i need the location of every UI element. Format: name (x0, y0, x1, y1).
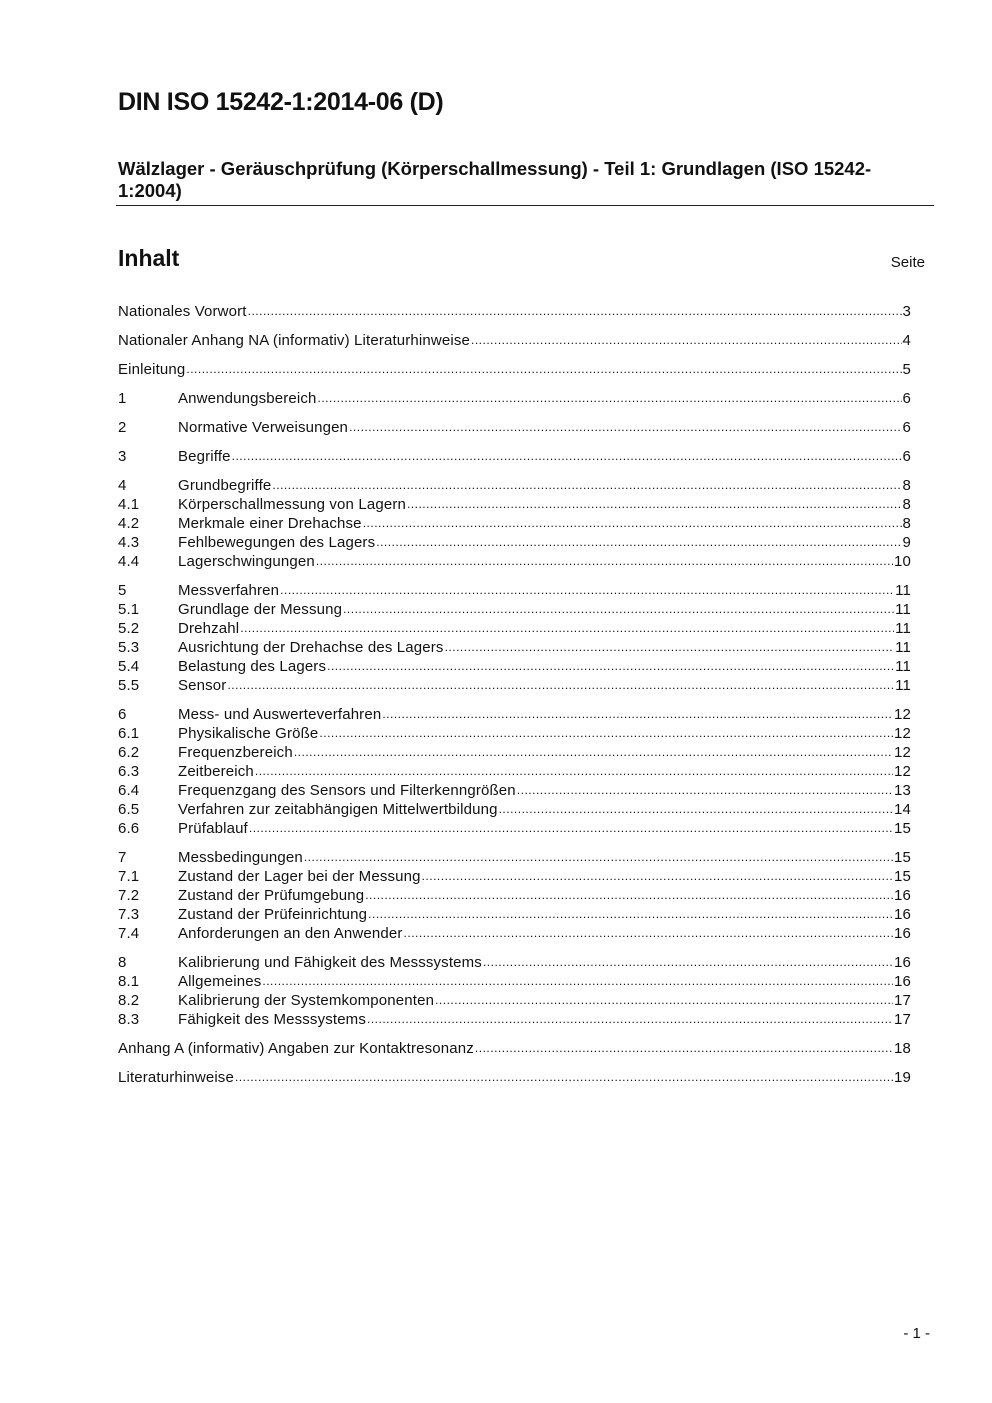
toc-entry-title: Nationaler Anhang NA (informativ) Literaturhinweise (118, 332, 470, 349)
toc-entry-page: 8 (902, 515, 911, 532)
page-column-label: Seite (890, 254, 925, 271)
toc-entry-title: Normative Verweisungen (178, 419, 349, 436)
toc-entry-title: Merkmale einer Drehachse (178, 515, 362, 532)
toc-dot-leader (255, 762, 893, 781)
toc-entry-number: 5 (118, 582, 127, 599)
toc-entry-title: Zustand der Lager bei der Messung (178, 868, 421, 885)
toc-dot-leader (272, 476, 901, 495)
toc-entry[interactable] (118, 360, 911, 379)
toc-dot-leader (304, 848, 893, 867)
toc-entry-number: 8 (118, 954, 127, 971)
toc-entry-title: Zustand der Prüfumgebung (178, 887, 365, 904)
toc-dot-leader (499, 800, 893, 819)
toc-entry-page: 12 (894, 744, 911, 761)
toc-entry-number: 6 (118, 706, 127, 723)
toc-dot-leader (404, 924, 893, 943)
toc-entry-number: 6.6 (118, 820, 140, 837)
toc-entry-number: 5.5 (118, 677, 140, 694)
toc-dot-leader (483, 953, 893, 972)
toc-entry-number: 7.3 (118, 906, 140, 923)
toc-entry-title: Anforderungen an den Anwender (178, 925, 403, 942)
toc-dot-leader (368, 905, 893, 924)
toc-entry-title: Frequenzgang des Sensors und Filterkenngrößen (178, 782, 516, 799)
toc-entry[interactable] (118, 600, 911, 619)
toc-entry-number: 1 (118, 390, 127, 407)
toc-dot-leader (517, 781, 893, 800)
toc-entry[interactable] (118, 1010, 911, 1029)
toc-entry[interactable] (118, 762, 911, 781)
toc-entry[interactable] (118, 581, 911, 600)
toc-entry-page: 13 (894, 782, 911, 799)
toc-dot-leader (376, 533, 901, 552)
toc-entry-page: 16 (894, 906, 911, 923)
toc-dot-leader (317, 389, 901, 408)
toc-entry[interactable] (118, 657, 911, 676)
toc-entry-title: Kalibrierung der Systemkomponenten (178, 992, 435, 1009)
toc-entry[interactable] (118, 331, 911, 350)
toc-entry-title: Prüfablauf (178, 820, 248, 837)
toc-entry[interactable] (118, 867, 911, 886)
toc-entry-number: 2 (118, 419, 127, 436)
toc-entry[interactable] (118, 953, 911, 972)
toc-entry-page: 16 (894, 887, 911, 904)
toc-entry-number: 5.4 (118, 658, 140, 675)
toc-entry-title: Ausrichtung der Drehachse des Lagers (178, 639, 444, 656)
toc-entry-title: Messverfahren (178, 582, 280, 599)
toc-entry[interactable] (118, 1068, 911, 1087)
toc-entry[interactable] (118, 886, 911, 905)
toc-dot-leader (349, 418, 901, 437)
toc-entry-number: 6.5 (118, 801, 140, 818)
toc-dot-leader (363, 514, 902, 533)
toc-dot-leader (319, 724, 893, 743)
toc-entry-number: 7.4 (118, 925, 140, 942)
toc-entry-title: Mess- und Auswerteverfahren (178, 706, 382, 723)
toc-entry-page: 6 (902, 448, 911, 465)
toc-entry-title: Körperschallmessung von Lagern (178, 496, 406, 513)
title-divider (116, 205, 934, 206)
toc-entry-number: 4 (118, 477, 127, 494)
toc-entry-title: Anhang A (informativ) Angaben zur Kontaktresonanz (118, 1040, 474, 1057)
toc-entry-page: 11 (895, 582, 911, 599)
toc-entry[interactable] (118, 905, 911, 924)
toc-entry-title: Frequenzbereich (178, 744, 293, 761)
toc-entry-number: 8.1 (118, 973, 140, 990)
toc-entry[interactable] (118, 800, 911, 819)
toc-entry-title: Zeitbereich (178, 763, 254, 780)
toc-dot-leader (435, 991, 893, 1010)
toc-entry-title: Literaturhinweise (118, 1069, 234, 1086)
toc-entry-number: 8.3 (118, 1011, 140, 1028)
toc-dot-leader (248, 302, 902, 321)
toc-dot-leader (240, 619, 894, 638)
document-title: DIN ISO 15242-1:2014-06 (D) (118, 88, 444, 116)
toc-entry-page: 4 (902, 332, 911, 349)
toc-entry-number: 4.3 (118, 534, 140, 551)
toc-dot-leader (471, 331, 902, 350)
toc-entry-number: 6.4 (118, 782, 140, 799)
toc-entry-title: Grundlage der Messung (178, 601, 343, 618)
toc-entry-title: Zustand der Prüfeinrichtung (178, 906, 368, 923)
toc-dot-leader (327, 657, 894, 676)
toc-entry-title: Nationales Vorwort (118, 303, 247, 320)
toc-entry-number: 7.1 (118, 868, 140, 885)
toc-dot-leader (262, 972, 893, 991)
toc-entry-title: Einleitung (118, 361, 186, 378)
toc-entry-number: 6.2 (118, 744, 140, 761)
toc-entry-page: 16 (894, 973, 911, 990)
toc-entry-title: Drehzahl (178, 620, 240, 637)
toc-entry-page: 16 (894, 954, 911, 971)
toc-entry-number: 8.2 (118, 992, 140, 1009)
toc-entry-page: 12 (894, 725, 911, 742)
toc-entry-page: 15 (894, 820, 911, 837)
page-number: - 1 - (903, 1325, 930, 1342)
toc-entry[interactable] (118, 476, 911, 495)
toc-dot-leader (407, 495, 902, 514)
toc-dot-leader (232, 447, 902, 466)
toc-entry-number: 7.2 (118, 887, 140, 904)
toc-entry-page: 3 (902, 303, 911, 320)
toc-entry[interactable] (118, 533, 911, 552)
toc-entry-title: Fähigkeit des Messsystems (178, 1011, 366, 1028)
toc-entry[interactable] (118, 724, 911, 743)
toc-entry-page: 11 (895, 620, 911, 637)
toc-entry[interactable] (118, 514, 911, 533)
table-of-contents (118, 302, 911, 1087)
toc-entry-page: 12 (894, 763, 911, 780)
toc-entry-number: 4.1 (118, 496, 140, 513)
toc-entry-page: 19 (894, 1069, 911, 1086)
toc-entry[interactable] (118, 447, 911, 466)
toc-dot-leader (280, 581, 894, 600)
toc-entry-page: 15 (894, 849, 911, 866)
toc-entry-title: Verfahren zur zeitabhängigen Mittelwertbildung (178, 801, 498, 818)
toc-entry[interactable] (118, 302, 911, 321)
toc-entry-page: 11 (895, 601, 911, 618)
toc-entry[interactable] (118, 389, 911, 408)
toc-entry-page: 18 (894, 1040, 911, 1057)
toc-dot-leader (365, 886, 893, 905)
toc-entry[interactable] (118, 781, 911, 800)
toc-dot-leader (235, 1068, 893, 1087)
toc-entry[interactable] (118, 676, 911, 695)
toc-entry-number: 5.2 (118, 620, 140, 637)
toc-entry[interactable] (118, 848, 911, 867)
toc-entry-page: 6 (902, 419, 911, 436)
toc-dot-leader (475, 1039, 893, 1058)
toc-entry-page: 9 (902, 534, 911, 551)
document-subtitle: Wälzlager - Geräuschprüfung (Körperschallmessung) - Teil 1: Grundlagen (ISO 15242-1:2004) (118, 158, 872, 201)
toc-entry[interactable] (118, 972, 911, 991)
toc-entry-number: 6.1 (118, 725, 140, 742)
toc-dot-leader (316, 552, 893, 571)
toc-entry-title: Begriffe (178, 448, 231, 465)
toc-entry-number: 7 (118, 849, 127, 866)
toc-entry[interactable] (118, 924, 911, 943)
toc-entry[interactable] (118, 743, 911, 762)
toc-entry-title: Kalibrierung und Fähigkeit des Messsystems (178, 954, 482, 971)
toc-entry-page: 11 (895, 677, 911, 694)
toc-entry-page: 8 (902, 496, 911, 513)
toc-entry[interactable] (118, 495, 911, 514)
toc-entry-title: Anwendungsbereich (178, 390, 317, 407)
toc-entry-title: Lagerschwingungen (178, 553, 315, 570)
toc-entry[interactable] (118, 638, 911, 657)
toc-dot-leader (422, 867, 893, 886)
toc-entry-title: Grundbegriffe (178, 477, 272, 494)
toc-entry-number: 4.2 (118, 515, 140, 532)
toc-entry-page: 17 (894, 1011, 911, 1028)
toc-entry-page: 16 (894, 925, 911, 942)
toc-entry-number: 5.1 (118, 601, 140, 618)
toc-entry[interactable] (118, 705, 911, 724)
toc-entry[interactable] (118, 418, 911, 437)
toc-entry-number: 4.4 (118, 553, 140, 570)
toc-entry-page: 8 (902, 477, 911, 494)
toc-dot-leader (186, 360, 901, 379)
toc-entry-title: Messbedingungen (178, 849, 303, 866)
toc-entry-page: 12 (894, 706, 911, 723)
toc-entry[interactable] (118, 991, 911, 1010)
toc-entry-title: Belastung des Lagers (178, 658, 327, 675)
toc-entry[interactable] (118, 552, 911, 571)
toc-dot-leader (343, 600, 894, 619)
toc-entry-title: Fehlbewegungen des Lagers (178, 534, 376, 551)
toc-entry-page: 6 (902, 390, 911, 407)
toc-entry[interactable] (118, 619, 911, 638)
toc-dot-leader (227, 676, 894, 695)
toc-entry-page: 14 (894, 801, 911, 818)
toc-entry-page: 11 (895, 639, 911, 656)
toc-entry-number: 6.3 (118, 763, 140, 780)
toc-dot-leader (445, 638, 895, 657)
toc-entry-page: 5 (902, 361, 911, 378)
toc-dot-leader (249, 819, 893, 838)
toc-entry-number: 3 (118, 448, 127, 465)
toc-entry-title: Allgemeines (178, 973, 262, 990)
toc-entry-page: 11 (895, 658, 911, 675)
toc-entry-title: Sensor (178, 677, 227, 694)
toc-dot-leader (294, 743, 893, 762)
toc-heading: Inhalt (118, 245, 180, 271)
toc-entry[interactable] (118, 1039, 911, 1058)
toc-entry-title: Physikalische Größe (178, 725, 319, 742)
toc-dot-leader (382, 705, 893, 724)
toc-entry-number: 5.3 (118, 639, 140, 656)
toc-entry-page: 10 (894, 553, 911, 570)
toc-entry[interactable] (118, 819, 911, 838)
toc-entry-page: 15 (894, 868, 911, 885)
toc-entry-page: 17 (894, 992, 911, 1009)
toc-dot-leader (367, 1010, 893, 1029)
